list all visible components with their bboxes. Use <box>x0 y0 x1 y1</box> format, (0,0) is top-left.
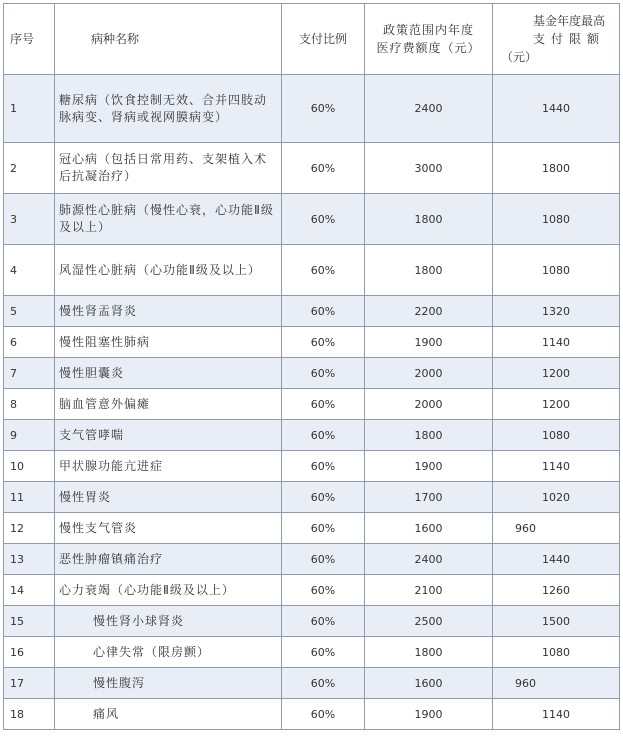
table-row <box>4 575 620 606</box>
row-seq: 4 <box>4 245 55 296</box>
row-seq: 12 <box>4 513 55 544</box>
row-limit: 1900 <box>365 451 493 482</box>
row-seq: 13 <box>4 544 55 575</box>
row-fund: 960 <box>493 513 620 544</box>
row-fund: 960 <box>493 668 620 699</box>
row-fund: 1440 <box>493 544 620 575</box>
row-ratio: 60% <box>282 194 365 245</box>
row-seq: 9 <box>4 420 55 451</box>
header-seq: 序号 <box>4 4 55 75</box>
row-fund: 1140 <box>493 327 620 358</box>
row-name: 慢性肾小球肾炎 <box>55 606 282 637</box>
row-name: 慢性胃炎 <box>55 482 282 513</box>
row-ratio: 60% <box>282 482 365 513</box>
row-name: 支气管哮喘 <box>55 420 282 451</box>
row-limit: 1900 <box>365 327 493 358</box>
row-ratio: 60% <box>282 668 365 699</box>
table-row <box>4 544 620 575</box>
table-row <box>4 482 620 513</box>
row-limit: 1800 <box>365 194 493 245</box>
row-limit: 2400 <box>365 544 493 575</box>
table-header-row <box>4 4 620 75</box>
row-limit: 1800 <box>365 637 493 668</box>
row-limit: 2100 <box>365 575 493 606</box>
row-name: 冠心病（包括日常用药、支架植入术后抗凝治疗） <box>55 143 282 194</box>
table-row <box>4 245 620 296</box>
row-seq: 11 <box>4 482 55 513</box>
header-name: 病种名称 <box>55 4 282 75</box>
row-fund: 1800 <box>493 143 620 194</box>
header-fund-line3: （元） <box>501 50 538 64</box>
header-limit <box>365 4 493 75</box>
row-ratio: 60% <box>282 513 365 544</box>
row-limit: 2500 <box>365 606 493 637</box>
row-limit: 1800 <box>365 245 493 296</box>
row-ratio: 60% <box>282 296 365 327</box>
table-row <box>4 143 620 194</box>
row-ratio: 60% <box>282 245 365 296</box>
row-limit: 2400 <box>365 75 493 143</box>
row-name: 心律失常（限房颤） <box>55 637 282 668</box>
row-fund: 1440 <box>493 75 620 143</box>
table-row <box>4 358 620 389</box>
row-fund: 1080 <box>493 637 620 668</box>
row-fund: 1080 <box>493 420 620 451</box>
table-row <box>4 327 620 358</box>
header-limit-line2: 医疗费额度（元） <box>376 41 481 55</box>
row-fund: 1080 <box>493 245 620 296</box>
row-fund: 1140 <box>493 451 620 482</box>
row-limit: 1600 <box>365 513 493 544</box>
table-row <box>4 389 620 420</box>
row-limit: 2000 <box>365 358 493 389</box>
row-fund: 1140 <box>493 699 620 730</box>
row-limit: 2000 <box>365 389 493 420</box>
row-fund: 1320 <box>493 296 620 327</box>
row-name: 心力衰竭（心功能Ⅱ级及以上） <box>55 575 282 606</box>
table-row <box>4 699 620 730</box>
header-ratio: 支付比例 <box>282 4 365 75</box>
table-row <box>4 668 620 699</box>
row-ratio: 60% <box>282 327 365 358</box>
row-fund: 1080 <box>493 194 620 245</box>
row-fund: 1200 <box>493 358 620 389</box>
row-ratio: 60% <box>282 451 365 482</box>
row-ratio: 60% <box>282 699 365 730</box>
row-seq: 14 <box>4 575 55 606</box>
table-row <box>4 296 620 327</box>
row-seq: 7 <box>4 358 55 389</box>
row-name: 痛风 <box>55 699 282 730</box>
row-limit: 1800 <box>365 420 493 451</box>
table-row <box>4 513 620 544</box>
header-fund-line2: 支付限额 <box>532 32 605 46</box>
row-fund: 1020 <box>493 482 620 513</box>
row-limit: 3000 <box>365 143 493 194</box>
row-ratio: 60% <box>282 544 365 575</box>
row-seq: 3 <box>4 194 55 245</box>
row-ratio: 60% <box>282 389 365 420</box>
row-seq: 2 <box>4 143 55 194</box>
row-seq: 1 <box>4 75 55 143</box>
row-name: 脑血管意外偏瘫 <box>55 389 282 420</box>
row-name: 肺源性心脏病（慢性心衰，心功能Ⅱ级及以上） <box>55 194 282 245</box>
row-seq: 15 <box>4 606 55 637</box>
row-name: 慢性支气管炎 <box>55 513 282 544</box>
header-limit-line1: 政策范围内年度 <box>382 23 474 37</box>
row-limit: 2200 <box>365 296 493 327</box>
row-limit: 1900 <box>365 699 493 730</box>
row-name: 慢性肾盂肾炎 <box>55 296 282 327</box>
row-ratio: 60% <box>282 358 365 389</box>
row-seq: 10 <box>4 451 55 482</box>
table-row <box>4 451 620 482</box>
row-seq: 5 <box>4 296 55 327</box>
row-name: 风湿性心脏病（心功能Ⅱ级及以上） <box>55 245 282 296</box>
row-fund: 1200 <box>493 389 620 420</box>
row-limit: 1600 <box>365 668 493 699</box>
row-seq: 8 <box>4 389 55 420</box>
row-seq: 18 <box>4 699 55 730</box>
table-row <box>4 75 620 143</box>
row-name: 慢性胆囊炎 <box>55 358 282 389</box>
row-seq: 16 <box>4 637 55 668</box>
table-row <box>4 194 620 245</box>
row-name: 慢性阻塞性肺病 <box>55 327 282 358</box>
row-name: 慢性腹泻 <box>55 668 282 699</box>
table-row <box>4 637 620 668</box>
row-seq: 6 <box>4 327 55 358</box>
header-fund-line1: 基金年度最高 <box>532 14 605 28</box>
row-ratio: 60% <box>282 637 365 668</box>
row-ratio: 60% <box>282 420 365 451</box>
row-name: 糖尿病（饮食控制无效、合并四肢动脉病变、肾病或视网膜病变） <box>55 75 282 143</box>
row-name: 恶性肿瘤镇痛治疗 <box>55 544 282 575</box>
row-limit: 1700 <box>365 482 493 513</box>
table-row <box>4 420 620 451</box>
row-seq: 17 <box>4 668 55 699</box>
row-ratio: 60% <box>282 575 365 606</box>
disease-payment-table <box>3 3 620 730</box>
table-row <box>4 606 620 637</box>
row-ratio: 60% <box>282 143 365 194</box>
row-name: 甲状腺功能亢进症 <box>55 451 282 482</box>
row-ratio: 60% <box>282 75 365 143</box>
row-ratio: 60% <box>282 606 365 637</box>
header-fund <box>493 4 620 75</box>
row-fund: 1260 <box>493 575 620 606</box>
row-fund: 1500 <box>493 606 620 637</box>
